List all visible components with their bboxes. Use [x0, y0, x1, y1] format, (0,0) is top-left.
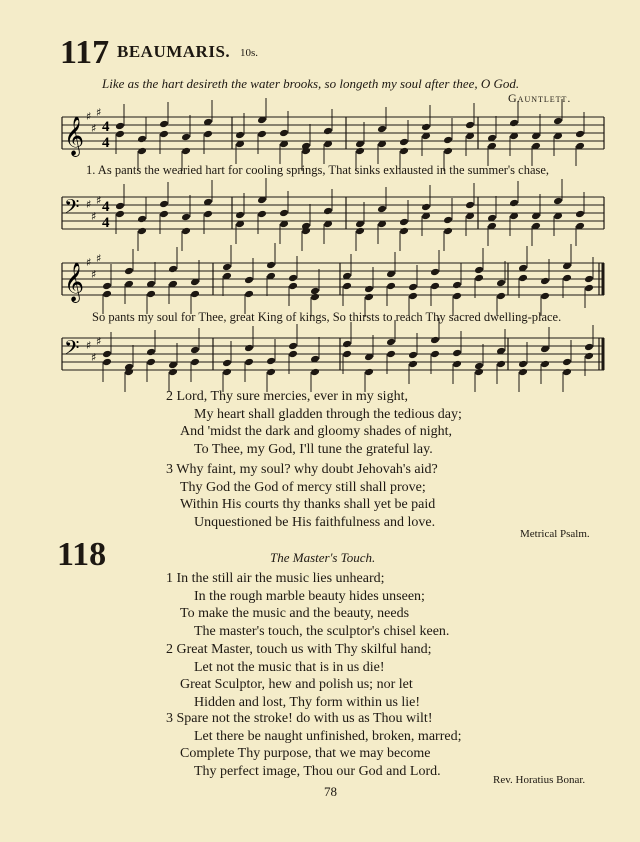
hymn-118-number: 118	[57, 536, 107, 573]
treble-clef-icon: 𝄞	[64, 262, 85, 302]
note-head	[443, 227, 453, 236]
note-head	[355, 147, 365, 156]
stanza-line: Unquestioned be His faithfulness and love.	[194, 514, 436, 530]
treble-clef-icon: 𝄞	[64, 116, 85, 156]
note-head	[190, 358, 200, 367]
note-head	[102, 350, 112, 359]
note-head	[146, 290, 156, 299]
note-head	[181, 227, 191, 236]
note-head	[452, 360, 462, 369]
stanza-118-1	[166, 570, 449, 640]
sharp-icon: ♯	[96, 335, 102, 348]
stanza-117-2	[166, 388, 462, 458]
bass-clef-icon: 𝄢	[64, 336, 80, 364]
note-head	[584, 352, 594, 361]
note-head	[342, 282, 352, 291]
page-number: 78	[324, 784, 337, 799]
stanza-line: 1 In the still air the music lies unheard;	[166, 571, 385, 586]
note-head	[244, 358, 254, 367]
note-head	[310, 293, 320, 302]
note-head	[137, 227, 147, 236]
note-head	[540, 360, 550, 369]
meter: 10s.	[240, 47, 259, 59]
note-head	[465, 121, 475, 130]
stanza-line: My heart shall gladden through the tedious day;	[194, 406, 462, 422]
note-head	[399, 138, 409, 147]
note-head	[266, 261, 276, 270]
note-head	[509, 119, 519, 128]
sharp-icon: ♯	[96, 194, 102, 207]
note-head	[399, 218, 409, 227]
note-head	[323, 207, 333, 216]
sharp-icon: ♯	[86, 256, 92, 269]
tune-name: BEAUMARIS.	[117, 42, 231, 61]
sharp-icon: ♯	[96, 106, 102, 119]
note-head	[452, 292, 462, 301]
note-head	[421, 203, 431, 212]
note-head	[386, 282, 396, 291]
bass-staff-2	[62, 318, 604, 392]
note-head	[235, 211, 245, 220]
note-head	[102, 358, 112, 367]
lyric-line-2: So pants my soul for Thee, great King of kings, So thirsts to reach Thy sacred dwelling-place.	[92, 310, 562, 324]
note-head	[443, 147, 453, 156]
note-head	[474, 274, 484, 283]
note-head	[342, 340, 352, 349]
note-head	[159, 210, 169, 219]
note-head	[430, 268, 440, 277]
time-signature: 4	[102, 215, 110, 231]
note-head	[222, 263, 232, 272]
note-head	[146, 348, 156, 357]
note-head	[181, 147, 191, 156]
time-signature: 4	[102, 199, 110, 215]
note-head	[203, 210, 213, 219]
note-head	[562, 274, 572, 283]
note-head	[115, 210, 125, 219]
note-head	[553, 117, 563, 126]
hymn-117-number: 117	[60, 34, 110, 71]
note-head	[288, 350, 298, 359]
note-head	[386, 338, 396, 347]
note-head	[181, 133, 191, 142]
stanza-line: 3 Why faint, my soul? why doubt Jehovah's aid?	[166, 462, 438, 477]
note-head	[496, 292, 506, 301]
note-head	[399, 147, 409, 156]
stanza-line: The master's touch, the sculptor's chisel keen.	[194, 623, 450, 639]
note-head	[159, 130, 169, 139]
stanza-line: Great Sculptor, hew and polish us; nor let	[180, 677, 413, 692]
note-head	[190, 346, 200, 355]
stanza-line: In the rough marble beauty hides unseen;	[194, 588, 425, 604]
stanza-line: Let not the music that is in us die!	[194, 659, 385, 675]
note-head	[266, 368, 276, 377]
sharp-icon: ♯	[91, 210, 97, 223]
note-head	[430, 350, 440, 359]
sharp-icon: ♯	[91, 351, 97, 364]
note-head	[244, 290, 254, 299]
note-head	[408, 360, 418, 369]
note-head	[399, 227, 409, 236]
note-head	[452, 349, 462, 358]
note-head	[496, 279, 506, 288]
note-head	[222, 368, 232, 377]
note-head	[115, 202, 125, 211]
note-head	[181, 213, 191, 222]
note-head	[553, 197, 563, 206]
note-head	[575, 130, 585, 139]
note-head	[443, 136, 453, 145]
sharp-icon: ♯	[86, 198, 92, 211]
note-head	[288, 282, 298, 291]
note-head	[342, 350, 352, 359]
composer: Gauntlett.	[508, 91, 572, 105]
note-head	[575, 210, 585, 219]
note-head	[159, 200, 169, 209]
note-head	[235, 131, 245, 140]
note-head	[102, 282, 112, 291]
note-head	[288, 342, 298, 351]
note-head	[244, 276, 254, 285]
note-head	[159, 120, 169, 129]
note-head	[540, 292, 550, 301]
note-head	[496, 360, 506, 369]
bass-clef-icon: 𝄢	[64, 195, 80, 223]
note-head	[203, 130, 213, 139]
note-head	[137, 215, 147, 224]
note-head	[474, 266, 484, 275]
treble-staff-1	[62, 98, 604, 171]
note-head	[137, 135, 147, 144]
note-head	[509, 199, 519, 208]
note-head	[279, 209, 289, 218]
note-head	[562, 358, 572, 367]
stanza-118-2	[166, 641, 432, 711]
stanza-line: 2 Great Master, touch us with Thy skilful hand;	[166, 642, 432, 657]
note-head	[518, 274, 528, 283]
stanza-line: 3 Spare not the stroke! do with us as Thou wilt!	[166, 711, 433, 726]
stanza-line: Hidden and lost, Thy form within us lie!	[194, 694, 421, 710]
note-head	[377, 125, 387, 134]
note-head	[168, 368, 178, 377]
note-head	[137, 147, 147, 156]
lyric-line-1: 1. As pants the wearied hart for cooling springs, That sinks exhausted in the summer's chase,	[86, 163, 550, 177]
treble-staff-2	[62, 243, 604, 317]
note-head	[540, 277, 550, 286]
stanza-118-3	[166, 710, 461, 780]
note-head	[323, 127, 333, 136]
stanza-line: Complete Thy purpose, that we may become	[180, 746, 431, 761]
note-head	[364, 293, 374, 302]
sharp-icon: ♯	[91, 268, 97, 281]
stanza-line: To Thee, my God, I'll tune the grateful lay.	[194, 441, 433, 457]
note-head	[377, 205, 387, 214]
note-head	[562, 368, 572, 377]
note-head	[364, 368, 374, 377]
note-head	[190, 290, 200, 299]
note-head	[430, 282, 440, 291]
note-head	[452, 281, 462, 290]
sharp-icon: ♯	[96, 252, 102, 265]
bass-staff-1	[62, 178, 604, 251]
sharp-icon: ♯	[91, 122, 97, 135]
stanza-line: Thy God the God of mercy still shall prove;	[180, 479, 426, 495]
note-head	[584, 343, 594, 352]
hymn-118-author: Rev. Horatius Bonar.	[493, 774, 586, 786]
stanza-line: Thy perfect image, Thou our God and Lord.	[194, 763, 441, 779]
note-head	[421, 123, 431, 132]
note-head	[408, 283, 418, 292]
note-head	[257, 210, 267, 219]
note-head	[364, 285, 374, 294]
note-head	[430, 336, 440, 345]
note-head	[288, 274, 298, 283]
stanza-117-3	[166, 461, 438, 531]
note-head	[465, 201, 475, 210]
epigraph: Like as the hart desireth the water brooks, so longeth my soul after thee, O God.	[102, 76, 520, 91]
note-head	[279, 129, 289, 138]
note-head	[222, 359, 232, 368]
note-head	[146, 358, 156, 367]
stanza-line: Let there be naught unfinished, broken, marred;	[194, 728, 462, 744]
hymn-117-source: Metrical Psalm.	[520, 528, 590, 540]
note-head	[102, 290, 112, 299]
stanza-line: 2 Lord, Thy sure mercies, ever in my sight,	[166, 389, 408, 404]
note-head	[310, 368, 320, 377]
note-head	[518, 360, 528, 369]
note-head	[584, 275, 594, 284]
note-head	[443, 216, 453, 225]
stanza-line: Within His courts thy thanks shall yet be paid	[180, 497, 436, 512]
sharp-icon: ♯	[86, 110, 92, 123]
sharp-icon: ♯	[86, 339, 92, 352]
note-head	[584, 284, 594, 293]
note-head	[257, 130, 267, 139]
stanza-line: To make the music and the beauty, needs	[180, 606, 410, 621]
note-head	[115, 122, 125, 131]
note-head	[408, 351, 418, 360]
time-signature: 4	[102, 135, 110, 151]
note-head	[168, 265, 178, 274]
note-head	[355, 227, 365, 236]
hymn-118-title: The Master's Touch.	[270, 550, 376, 565]
time-signature: 4	[102, 119, 110, 135]
note-head	[386, 350, 396, 359]
stanza-line: And 'midst the dark and gloomy shades of night,	[180, 424, 452, 439]
note-head	[408, 292, 418, 301]
note-head	[244, 344, 254, 353]
note-head	[115, 130, 125, 139]
note-head	[474, 368, 484, 377]
note-head	[124, 267, 134, 276]
note-head	[518, 368, 528, 377]
note-head	[266, 357, 276, 366]
